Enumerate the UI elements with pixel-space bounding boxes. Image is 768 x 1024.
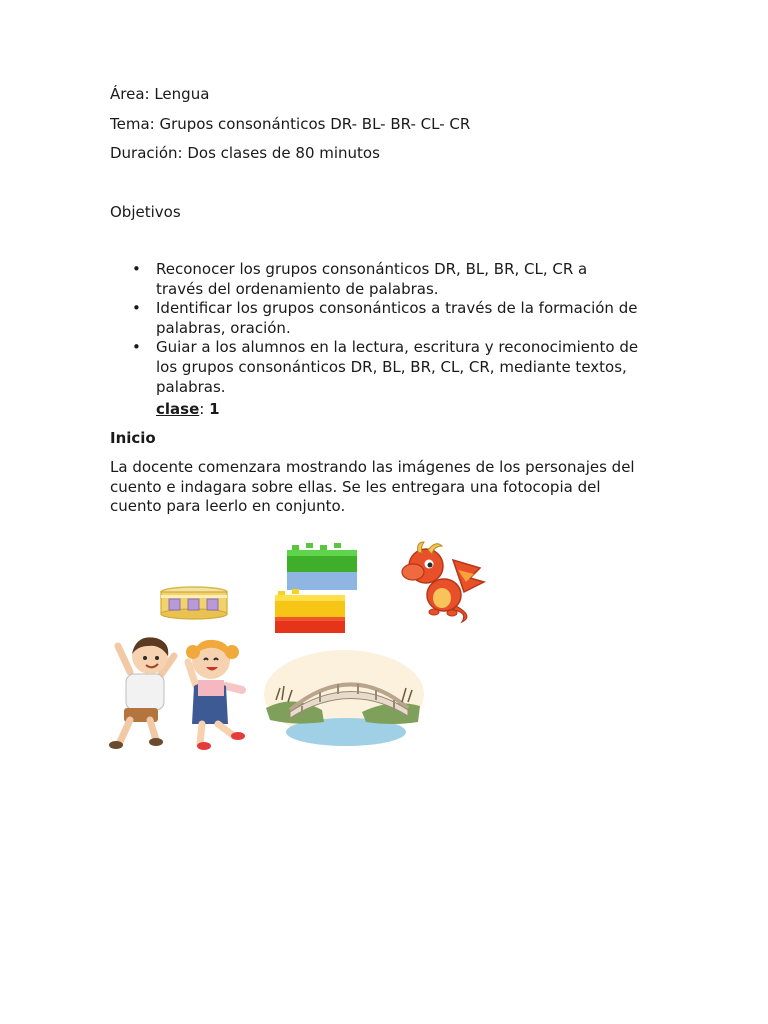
area-line: Área: Lengua [110,85,210,103]
clase-colon: : [199,400,210,418]
objective-text: Reconocer los grupos consonánticos DR, BL, BR, CL, CR a través del ordenamiento de palabras. [156,260,588,298]
list-item [110,260,670,299]
inicio-paragraph: La docente comenzara mostrando las imágenes de los personajes del cuento e indagara sobre ellas. Se les entregara una fotocopia del cuento para leerlo en conjunto. [110,458,635,516]
bullet-icon: • [132,338,141,357]
bridge-illustration [262,650,424,752]
list-item [110,299,670,338]
duracion-line: Duración: Dos clases de 80 minutos [110,144,380,162]
bullet-icon: • [132,299,141,318]
tema-line: Tema: Grupos consonánticos DR- BL- BR- CL- CR [110,115,471,133]
bullet-icon: • [132,260,141,278]
blocks-illustration [270,540,362,636]
objetivos-heading: Objetivos [110,203,181,221]
objective-text: Guiar a los alumnos en la lectura, escritura y reconocimiento de los grupos consonánticos DR, BL, BR, CL, CR, mediante textos, palabras. [156,338,639,396]
list-item [110,338,670,397]
bracelet-illustration [158,585,230,621]
children-illustration [108,632,258,754]
objective-text: Identificar los grupos consonánticos a través de la formación de palabras, oración. [156,299,638,337]
clase-word: clase [156,400,200,418]
inicio-heading: Inicio [110,429,156,447]
clase-number: 1 [209,400,220,418]
objectives-list [110,260,670,397]
clase-label [156,399,220,419]
dragon-illustration [398,540,488,624]
